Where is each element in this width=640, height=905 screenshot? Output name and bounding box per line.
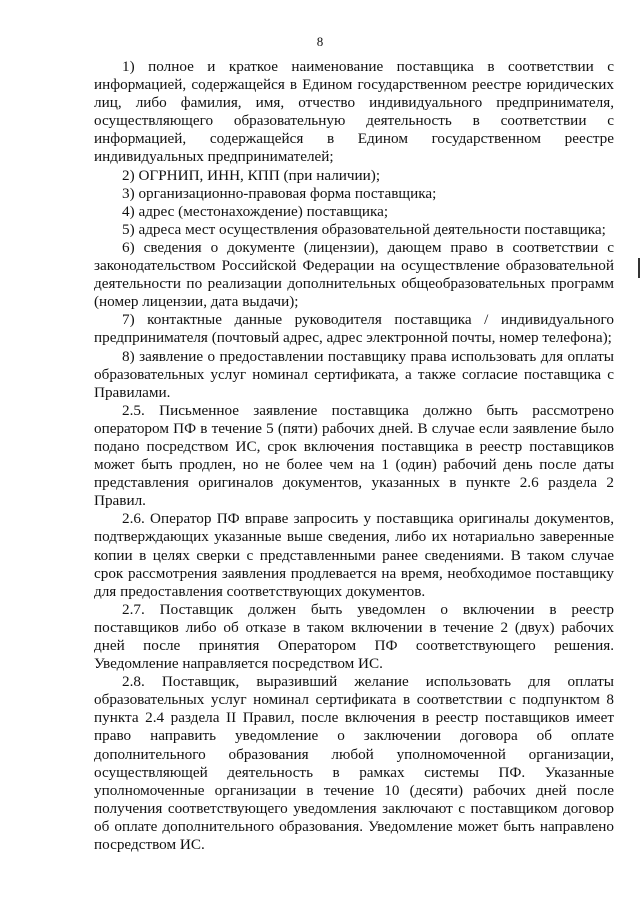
paragraph-item-1: 1) полное и краткое наименование поставщика в соответствии с информацией, содержащейся в Едином государственном реестре юридических лиц, либо фамилия, имя, отчество индивидуального предпринимателя, осуществляющего образовательную деятельность в соответствии с информацией, содержащейся в Едином государственном реестре индивидуальных предпринимателей;: [94, 58, 614, 166]
paragraph-item-8: 8) заявление о предоставлении поставщику права использовать для оплаты образовательных услуг номинал сертификата, а также согласие поставщика с Правилами.: [94, 347, 614, 401]
paragraph-item-3: 3) организационно-правовая форма поставщика;: [122, 184, 437, 202]
paragraph-item-7: 7) контактные данные руководителя поставщика / индивидуального предпринимателя (почтовый адрес, адрес электронной почты, номер телефона);: [94, 311, 614, 347]
paragraph-2-8: 2.8. Поставщик, выразивший желание использовать для оплаты образовательных услуг номинал сертификата в соответствии с подпунктом 8 пункта 2.4 раздела II Правил, после включения в реестр поставщиков имеет право направить уведомление о заключении договора об оплате дополнительного образования любой уполномоченной организации, осуществляющей деятельность в рамках системы ПФ. Указанные уполномоченные организации в течение 10 (десяти) рабочих дней после получения соответствующего уведомления заключают с поставщиком договор об оплате дополнительного образования. Уведомление может быть направлено посредством ИС.: [94, 673, 614, 854]
paragraph-2-6: 2.6. Оператор ПФ вправе запросить у поставщика оригиналы документов, подтверждающих указанные выше сведения, либо их нотариально заверенные копии в целях сверки с представленными ранее сведениями. В таком случае срок рассмотрения заявления продлевается на время, необходимое поставщику для предоставления соответствующих документов.: [94, 510, 614, 600]
page-number: 8: [316, 34, 324, 49]
paragraph-item-4: 4) адрес (местонахождение) поставщика;: [122, 202, 389, 220]
paragraph-item-5: 5) адреса мест осуществления образовательной деятельности поставщика;: [122, 220, 606, 238]
paragraph-2-5: 2.5. Письменное заявление поставщика должно быть рассмотрено оператором ПФ в течение 5 (пяти) рабочих дней. В случае если заявление было подано посредством ИС, срок включения поставщика в реестр поставщиков может быть продлен, но не более чем на 1 (один) рабочий день после даты представления оригиналов документов, указанных в пункте 2.6 раздела 2 Правил.: [94, 401, 614, 510]
paragraph-item-2: 2) ОГРНИП, ИНН, КПП (при наличии);: [122, 166, 381, 184]
document-body: [94, 58, 614, 854]
paragraph-item-6: 6) сведения о документе (лицензии), дающем право в соответствии с законодательством Российской Федерации на осуществление образовательной деятельности по реализации дополнительных общеобразовательных программ (номер лицензии, дата выдачи);: [94, 238, 614, 311]
paragraph-2-7: 2.7. Поставщик должен быть уведомлен о включении в реестр поставщиков либо об отказе в таком включении в течение 2 (двух) рабочих дней после принятия Оператором ПФ соответствующего решения. Уведомление направляется посредством ИС.: [94, 600, 614, 673]
